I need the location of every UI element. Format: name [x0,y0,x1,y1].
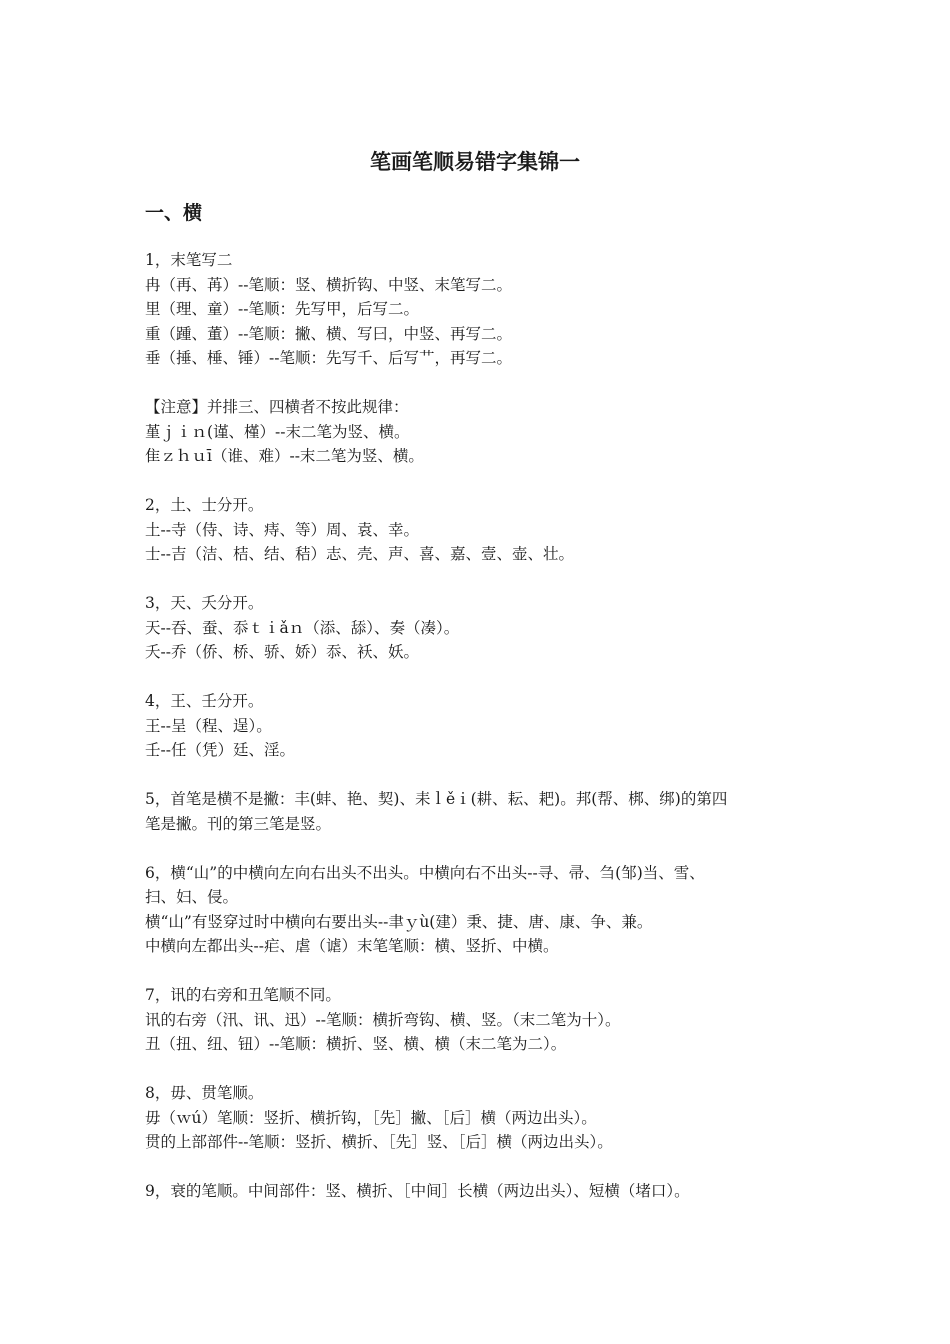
text-line: 7，讯的右旁和丑笔顺不同。 [145,986,341,1004]
text-line: 壬--任（凭）廷、淫。 [145,741,295,759]
text-line: 士--吉（洁、桔、结、秸）志、壳、声、喜、嘉、壹、壶、壮。 [145,545,574,563]
text-line: 隹ｚｈｕī（谁、难）--末二笔为竖、横。 [145,447,424,465]
text-line: 丑（扭、纽、钮）--笔顺：横折、竖、横、横（末二笔为二）。 [145,1035,567,1053]
text-line: 1，末笔写二 [145,251,233,269]
text-line: 横“山”有竖穿过时中横向右要出头--聿ｙù(建）秉、捷、唐、康、争、兼。 [145,912,653,931]
text-line: 土--寺（侍、诗、痔、等）周、袁、幸。 [145,520,419,539]
text-line: 夭--乔（侨、桥、骄、娇）忝、袄、妖。 [145,643,419,661]
text-line: 2，土、士分开。 [145,496,264,514]
paragraph [145,787,835,836]
text-line: 王--呈（程、逞）。 [145,716,272,735]
paragraph [145,983,835,1057]
text-line: 中横向左都出头--疟、虐（谑）末笔笔顺：横、竖折、中横。 [145,937,559,955]
document-body [145,248,835,1228]
paragraph [145,248,835,371]
text-line: 3，天、夭分开。 [145,594,264,612]
document-title: 笔画笔顺易错字集锦一 [370,150,580,174]
text-line: 冉（再、苒）--笔顺：竖、横折钩、中竖、末笔写二。 [145,275,512,294]
text-line: 里（理、童）--笔顺：先写甲，后写二。 [145,300,419,318]
paragraph [145,395,835,469]
text-line: 扫、妇、侵。 [145,888,239,906]
paragraph [145,493,835,567]
paragraph [145,861,835,959]
text-line: 毋（ｗú）笔顺：竖折、横折钩，［先］撇、［后］横（两边出头）。 [145,1108,597,1127]
text-line: 5，首笔是横不是撇：丰(蚌、艳、契)、耒ｌěｉ(耕、耘、耙)。邦(帮、梆、绑)的第四 [145,790,728,808]
paragraph [145,689,835,763]
text-line: 堇ｊｉｎ(谨、槿）--末二笔为竖、横。 [145,422,410,441]
text-line: 贯的上部部件--笔顺：竖折、横折、［先］竖、［后］横（两边出头）。 [145,1133,613,1151]
text-line: 垂（捶、棰、锤）--笔顺：先写千、后写艹，再写二。 [145,349,512,367]
text-line: 8，毋、贯笔顺。 [145,1084,264,1102]
text-line: 4，王、壬分开。 [145,692,264,710]
text-line: 天--吞、蚕、忝ｔｉǎｎ（添、舔）、奏（凑）。 [145,618,460,637]
paragraph [145,1179,835,1204]
text-line: 6，横“山”的中横向左向右出头不出头。中横向右不出头--寻、帚、刍(邹)当、雪、 [145,863,705,882]
text-line: 9，衰的笔顺。中间部件：竖、横折、［中间］长横（两边出头）、短横（堵口）。 [145,1182,690,1200]
text-line: 笔是撇。刊的第三笔是竖。 [145,814,332,833]
paragraph [145,591,835,665]
text-line: 讯的右旁（汛、讯、迅）--笔顺：横折弯钩、横、竖。（末二笔为十）。 [145,1010,621,1029]
text-line: 重（踵、董）--笔顺：撇、横、写曰，中竖、再写二。 [145,324,512,343]
text-line: 【注意】并排三、四横者不按此规律： [145,398,409,416]
paragraph [145,1081,835,1155]
section-heading: 一、横 [145,202,203,224]
